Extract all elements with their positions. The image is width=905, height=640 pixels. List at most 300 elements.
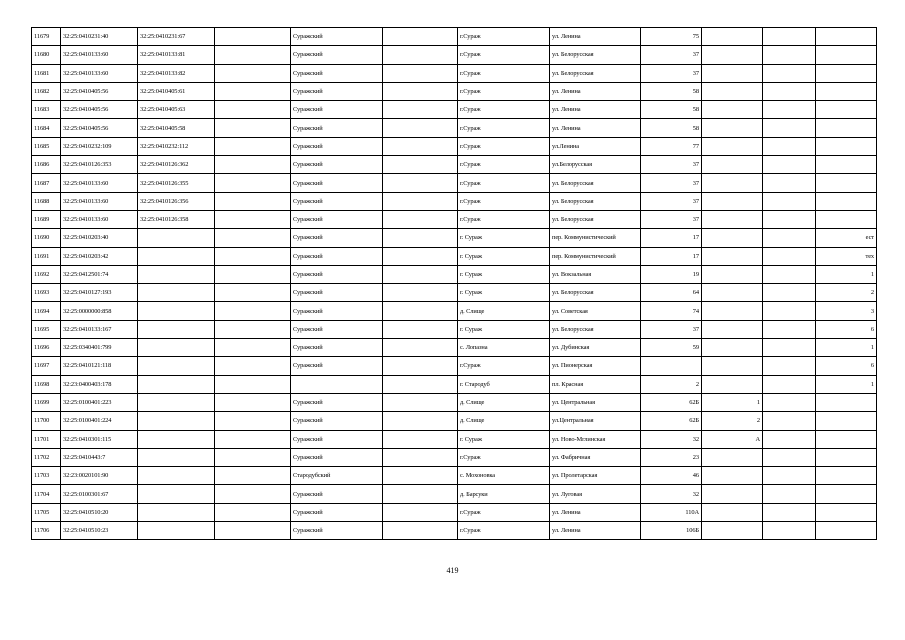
cell-apartment: 1: [816, 375, 877, 393]
cell-settlement-col: [383, 119, 458, 137]
cell-object-cadastral-number: [138, 265, 215, 283]
cell-settlement-col: [383, 137, 458, 155]
cell-block: [763, 247, 816, 265]
cell-apartment: [816, 485, 877, 503]
cell-locality: г. Сураж: [458, 320, 550, 338]
cell-empty-col: [215, 265, 291, 283]
cell-cadastral-number: 32:25:0410405:56: [61, 119, 138, 137]
cell-block: [763, 339, 816, 357]
cell-street: ул. Белорусская: [550, 192, 641, 210]
table-row: [32, 192, 877, 210]
cell-building: [702, 503, 763, 521]
cell-empty-col: [215, 412, 291, 430]
cell-district: Суражский: [291, 430, 383, 448]
cell-cadastral-number: 32:25:0410405:56: [61, 101, 138, 119]
cell-object-cadastral-number: 32:25:0410405:61: [138, 82, 215, 100]
cell-row-number: 11705: [32, 503, 61, 521]
cell-district: Суражский: [291, 448, 383, 466]
cell-block: [763, 320, 816, 338]
cell-house-number: 46: [641, 467, 702, 485]
cell-block: [763, 357, 816, 375]
cell-cadastral-number: 32:25:0410133:60: [61, 174, 138, 192]
cell-block: [763, 101, 816, 119]
cell-cadastral-number: 32:25:0100401:224: [61, 412, 138, 430]
cell-building: [702, 82, 763, 100]
cell-district: Суражский: [291, 485, 383, 503]
cell-street: ул. Пролетарская: [550, 467, 641, 485]
cell-locality: д. Слище: [458, 302, 550, 320]
cell-house-number: 106Б: [641, 522, 702, 540]
cell-block: [763, 448, 816, 466]
cell-building: [702, 174, 763, 192]
cell-empty-col: [215, 156, 291, 174]
cell-apartment: [816, 448, 877, 466]
table-row: [32, 320, 877, 338]
cell-cadastral-number: 32:25:0100301:67: [61, 485, 138, 503]
cell-apartment: [816, 192, 877, 210]
cell-settlement-col: [383, 430, 458, 448]
cell-cadastral-number: 32:25:0410443:7: [61, 448, 138, 466]
cell-street: ул. Фабричная: [550, 448, 641, 466]
cell-locality: д. Слище: [458, 412, 550, 430]
cell-empty-col: [215, 485, 291, 503]
table-row: [32, 174, 877, 192]
cell-settlement-col: [383, 503, 458, 521]
cell-empty-col: [215, 101, 291, 119]
cell-building: [702, 522, 763, 540]
cell-house-number: 77: [641, 137, 702, 155]
cell-block: [763, 393, 816, 411]
cell-street: ул. Ленина: [550, 522, 641, 540]
cell-district: Суражский: [291, 156, 383, 174]
cell-district: Суражский: [291, 119, 383, 137]
cell-cadastral-number: 32:25:0410127:193: [61, 284, 138, 302]
cell-row-number: 11683: [32, 101, 61, 119]
cell-locality: г.Сураж: [458, 64, 550, 82]
cell-empty-col: [215, 357, 291, 375]
cell-building: [702, 28, 763, 46]
cell-object-cadastral-number: 32:25:0410231:67: [138, 28, 215, 46]
cell-apartment: 6: [816, 357, 877, 375]
cell-locality: г.Сураж: [458, 174, 550, 192]
cell-district: Суражский: [291, 503, 383, 521]
table-body: [32, 28, 877, 540]
cell-district: Суражский: [291, 247, 383, 265]
cell-empty-col: [215, 247, 291, 265]
cell-district: Суражский: [291, 357, 383, 375]
cell-apartment: [816, 82, 877, 100]
table-row: [32, 357, 877, 375]
cell-locality: г.Сураж: [458, 28, 550, 46]
cell-empty-col: [215, 320, 291, 338]
cell-row-number: 11684: [32, 119, 61, 137]
cell-apartment: [816, 174, 877, 192]
cell-row-number: 11680: [32, 46, 61, 64]
table-row: [32, 339, 877, 357]
cell-row-number: 11699: [32, 393, 61, 411]
cell-street: ул. Ленина: [550, 28, 641, 46]
cell-district: Суражский: [291, 46, 383, 64]
cell-cadastral-number: 32:25:0410133:60: [61, 46, 138, 64]
cell-row-number: 11692: [32, 265, 61, 283]
cell-cadastral-number: 32:25:0412501:74: [61, 265, 138, 283]
cell-district: Суражский: [291, 339, 383, 357]
table-row: [32, 302, 877, 320]
cell-house-number: 17: [641, 247, 702, 265]
cell-street: ул. Белорусская: [550, 64, 641, 82]
cell-settlement-col: [383, 174, 458, 192]
cell-cadastral-number: 32:25:0410133:60: [61, 64, 138, 82]
cell-house-number: 58: [641, 101, 702, 119]
cell-row-number: 11701: [32, 430, 61, 448]
cell-cadastral-number: 32:25:0410510:23: [61, 522, 138, 540]
table-row: [32, 137, 877, 155]
cell-block: [763, 302, 816, 320]
cell-district: Суражский: [291, 320, 383, 338]
cell-district: Суражский: [291, 192, 383, 210]
cell-empty-col: [215, 82, 291, 100]
cell-row-number: 11703: [32, 467, 61, 485]
cell-object-cadastral-number: [138, 375, 215, 393]
cell-house-number: 2: [641, 375, 702, 393]
cell-object-cadastral-number: [138, 485, 215, 503]
cell-block: [763, 467, 816, 485]
cell-district: Суражский: [291, 284, 383, 302]
cell-settlement-col: [383, 284, 458, 302]
cell-apartment: 6: [816, 320, 877, 338]
cell-row-number: 11704: [32, 485, 61, 503]
cell-row-number: 11698: [32, 375, 61, 393]
cell-row-number: 11687: [32, 174, 61, 192]
cell-apartment: 1: [816, 339, 877, 357]
cell-row-number: 11689: [32, 210, 61, 228]
cell-building: [702, 119, 763, 137]
cell-locality: г.Сураж: [458, 522, 550, 540]
table-row: [32, 46, 877, 64]
table-row: [32, 522, 877, 540]
cell-block: [763, 485, 816, 503]
cell-building: [702, 137, 763, 155]
cell-apartment: [816, 156, 877, 174]
cell-empty-col: [215, 137, 291, 155]
cell-block: [763, 284, 816, 302]
cell-object-cadastral-number: 32:25:0410232:112: [138, 137, 215, 155]
cell-street: ул. Белорусская: [550, 320, 641, 338]
cell-apartment: [816, 210, 877, 228]
cell-object-cadastral-number: [138, 357, 215, 375]
cell-row-number: 11686: [32, 156, 61, 174]
cell-empty-col: [215, 284, 291, 302]
register-table-container: [31, 27, 876, 540]
cell-empty-col: [215, 64, 291, 82]
cell-district: Суражский: [291, 174, 383, 192]
register-table: [31, 27, 877, 540]
cell-house-number: 58: [641, 82, 702, 100]
cell-object-cadastral-number: 32:25:0410126:355: [138, 174, 215, 192]
cell-row-number: 11688: [32, 192, 61, 210]
cell-apartment: [816, 430, 877, 448]
cell-locality: д. Слище: [458, 393, 550, 411]
cell-empty-col: [215, 28, 291, 46]
table-row: [32, 210, 877, 228]
cell-object-cadastral-number: 32:25:0410133:82: [138, 64, 215, 82]
cell-house-number: 37: [641, 192, 702, 210]
cell-row-number: 11695: [32, 320, 61, 338]
cell-building: [702, 320, 763, 338]
cell-block: [763, 174, 816, 192]
cell-building: [702, 284, 763, 302]
cell-row-number: 11694: [32, 302, 61, 320]
cell-object-cadastral-number: [138, 229, 215, 247]
cell-building: [702, 302, 763, 320]
cell-block: [763, 28, 816, 46]
cell-cadastral-number: 32:25:0410405:56: [61, 82, 138, 100]
cell-street: ул.Центральная: [550, 412, 641, 430]
table-row: [32, 265, 877, 283]
cell-house-number: 62Б: [641, 412, 702, 430]
cell-cadastral-number: 32:25:0410510:20: [61, 503, 138, 521]
table-row: [32, 229, 877, 247]
cell-district: Суражский: [291, 101, 383, 119]
cell-row-number: 11691: [32, 247, 61, 265]
cell-building: 1: [702, 393, 763, 411]
cell-building: [702, 375, 763, 393]
cell-empty-col: [215, 210, 291, 228]
table-row: [32, 448, 877, 466]
cell-street: ул.Ленина: [550, 137, 641, 155]
cell-locality: г. Сураж: [458, 430, 550, 448]
table-row: [32, 467, 877, 485]
cell-empty-col: [215, 192, 291, 210]
cell-settlement-col: [383, 467, 458, 485]
cell-house-number: 37: [641, 46, 702, 64]
cell-cadastral-number: 32:25:0410133:60: [61, 210, 138, 228]
cell-street: пер. Коммунистический: [550, 247, 641, 265]
cell-settlement-col: [383, 64, 458, 82]
cell-empty-col: [215, 339, 291, 357]
cell-cadastral-number: 32:25:0410231:40: [61, 28, 138, 46]
cell-locality: г. Сураж: [458, 229, 550, 247]
cell-apartment: 2: [816, 284, 877, 302]
cell-district: Суражский: [291, 28, 383, 46]
cell-empty-col: [215, 119, 291, 137]
cell-cadastral-number: 32:25:0410203:40: [61, 229, 138, 247]
cell-street: ул. Ленина: [550, 82, 641, 100]
cell-object-cadastral-number: 32:25:0410126:362: [138, 156, 215, 174]
cell-district: Суражский: [291, 393, 383, 411]
cell-building: [702, 156, 763, 174]
cell-street: ул. Центральная: [550, 393, 641, 411]
cell-apartment: тех: [816, 247, 877, 265]
cell-street: ул. Белорусская: [550, 284, 641, 302]
cell-object-cadastral-number: [138, 430, 215, 448]
cell-object-cadastral-number: [138, 302, 215, 320]
cell-street: пл. Красная: [550, 375, 641, 393]
cell-row-number: 11700: [32, 412, 61, 430]
cell-settlement-col: [383, 522, 458, 540]
cell-object-cadastral-number: [138, 393, 215, 411]
cell-object-cadastral-number: 32:25:0410405:58: [138, 119, 215, 137]
cell-block: [763, 64, 816, 82]
cell-house-number: 58: [641, 119, 702, 137]
cell-object-cadastral-number: 32:25:0410405:63: [138, 101, 215, 119]
cell-object-cadastral-number: [138, 412, 215, 430]
cell-empty-col: [215, 503, 291, 521]
cell-locality: г.Сураж: [458, 503, 550, 521]
cell-block: [763, 375, 816, 393]
cell-empty-col: [215, 46, 291, 64]
cell-house-number: 37: [641, 156, 702, 174]
cell-object-cadastral-number: [138, 448, 215, 466]
cell-row-number: 11696: [32, 339, 61, 357]
cell-object-cadastral-number: [138, 320, 215, 338]
cell-cadastral-number: 32:25:0000000:858: [61, 302, 138, 320]
table-row: [32, 82, 877, 100]
cell-apartment: [816, 137, 877, 155]
cell-district: Стародубский: [291, 467, 383, 485]
cell-building: [702, 467, 763, 485]
cell-district: Суражский: [291, 265, 383, 283]
cell-row-number: 11681: [32, 64, 61, 82]
cell-apartment: [816, 503, 877, 521]
cell-settlement-col: [383, 448, 458, 466]
cell-row-number: 11706: [32, 522, 61, 540]
cell-locality: г.Сураж: [458, 448, 550, 466]
cell-house-number: 37: [641, 174, 702, 192]
cell-block: [763, 46, 816, 64]
cell-apartment: [816, 101, 877, 119]
cell-settlement-col: [383, 28, 458, 46]
cell-block: [763, 156, 816, 174]
cell-settlement-col: [383, 393, 458, 411]
cell-locality: г.Сураж: [458, 357, 550, 375]
cell-locality: г. Сураж: [458, 265, 550, 283]
cell-cadastral-number: 32:23:0020101:90: [61, 467, 138, 485]
cell-house-number: 110А: [641, 503, 702, 521]
cell-settlement-col: [383, 229, 458, 247]
table-row: [32, 28, 877, 46]
cell-building: [702, 265, 763, 283]
table-row: [32, 156, 877, 174]
cell-locality: г. Сураж: [458, 247, 550, 265]
cell-building: [702, 210, 763, 228]
table-row: [32, 430, 877, 448]
cell-settlement-col: [383, 101, 458, 119]
cell-block: [763, 210, 816, 228]
cell-row-number: 11679: [32, 28, 61, 46]
cell-building: [702, 448, 763, 466]
cell-house-number: 75: [641, 28, 702, 46]
cell-building: [702, 101, 763, 119]
cell-row-number: 11702: [32, 448, 61, 466]
cell-locality: с. Мохоновка: [458, 467, 550, 485]
cell-block: [763, 137, 816, 155]
cell-cadastral-number: 32:25:0410121:118: [61, 357, 138, 375]
cell-street: ул. Пионерская: [550, 357, 641, 375]
cell-empty-col: [215, 302, 291, 320]
cell-empty-col: [215, 393, 291, 411]
cell-object-cadastral-number: [138, 503, 215, 521]
cell-street: ул. Луговая: [550, 485, 641, 503]
cell-building: [702, 229, 763, 247]
cell-street: ул. Вокзальная: [550, 265, 641, 283]
cell-row-number: 11693: [32, 284, 61, 302]
table-row: [32, 412, 877, 430]
cell-house-number: 37: [641, 210, 702, 228]
cell-settlement-col: [383, 46, 458, 64]
cell-block: [763, 82, 816, 100]
cell-object-cadastral-number: 32:25:0410133:81: [138, 46, 215, 64]
cell-district: Суражский: [291, 522, 383, 540]
cell-apartment: [816, 28, 877, 46]
cell-district: Суражский: [291, 229, 383, 247]
cell-street: ул. Ново-Мглинская: [550, 430, 641, 448]
cell-cadastral-number: 32:25:0410232:109: [61, 137, 138, 155]
table-row: [32, 64, 877, 82]
cell-settlement-col: [383, 357, 458, 375]
cell-cadastral-number: 32:25:0340401:799: [61, 339, 138, 357]
cell-house-number: 32: [641, 430, 702, 448]
cell-building: [702, 339, 763, 357]
cell-object-cadastral-number: [138, 247, 215, 265]
cell-street: пер. Коммунистический: [550, 229, 641, 247]
cell-apartment: [816, 46, 877, 64]
cell-object-cadastral-number: [138, 467, 215, 485]
cell-apartment: 1: [816, 265, 877, 283]
cell-house-number: 74: [641, 302, 702, 320]
cell-house-number: 37: [641, 64, 702, 82]
cell-street: ул. Белорусская: [550, 174, 641, 192]
cell-settlement-col: [383, 375, 458, 393]
cell-apartment: [816, 119, 877, 137]
cell-street: ул. Ленина: [550, 101, 641, 119]
cell-cadastral-number: 32:25:0410203:42: [61, 247, 138, 265]
cell-cadastral-number: 32:23:0400403:178: [61, 375, 138, 393]
cell-settlement-col: [383, 339, 458, 357]
cell-block: [763, 265, 816, 283]
cell-settlement-col: [383, 82, 458, 100]
cell-block: [763, 229, 816, 247]
table-row: [32, 503, 877, 521]
cell-object-cadastral-number: [138, 284, 215, 302]
cell-house-number: 37: [641, 320, 702, 338]
cell-settlement-col: [383, 210, 458, 228]
table-row: [32, 284, 877, 302]
cell-empty-col: [215, 174, 291, 192]
cell-object-cadastral-number: [138, 522, 215, 540]
cell-block: [763, 192, 816, 210]
table-row: [32, 393, 877, 411]
cell-building: [702, 192, 763, 210]
cell-house-number: [641, 357, 702, 375]
cell-locality: г.Сураж: [458, 210, 550, 228]
cell-apartment: [816, 412, 877, 430]
cell-cadastral-number: 32:25:0410301:115: [61, 430, 138, 448]
table-row: [32, 101, 877, 119]
cell-empty-col: [215, 522, 291, 540]
cell-locality: г.Сураж: [458, 101, 550, 119]
cell-settlement-col: [383, 302, 458, 320]
cell-object-cadastral-number: 32:25:0410126:358: [138, 210, 215, 228]
cell-empty-col: [215, 430, 291, 448]
cell-building: [702, 64, 763, 82]
cell-locality: г.Сураж: [458, 82, 550, 100]
cell-house-number: 23: [641, 448, 702, 466]
cell-district: [291, 375, 383, 393]
cell-locality: д. Барсуки: [458, 485, 550, 503]
cell-street: ул. Ленина: [550, 503, 641, 521]
cell-apartment: [816, 467, 877, 485]
